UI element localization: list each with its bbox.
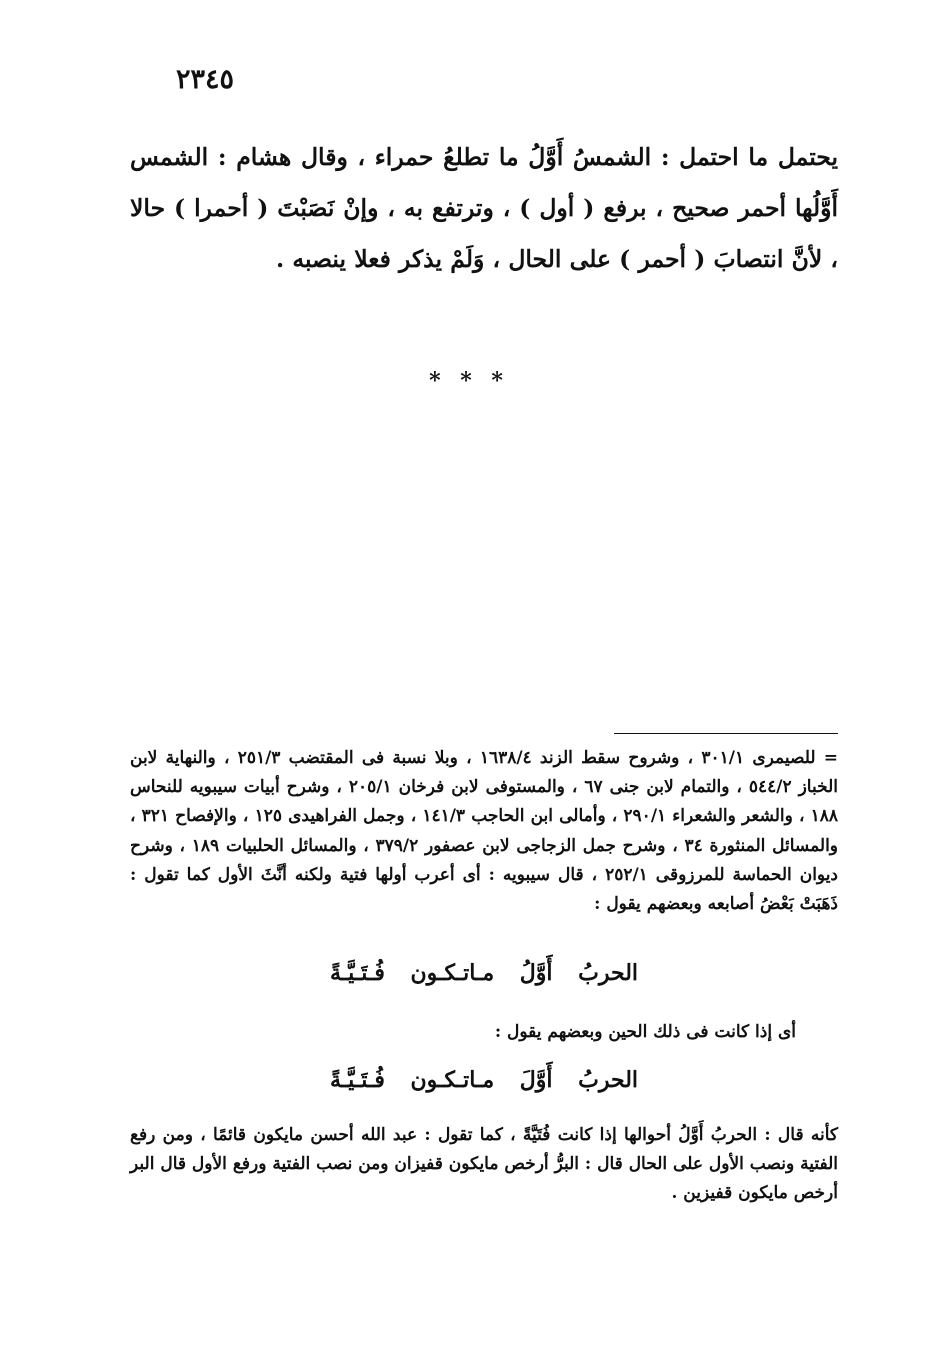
footnote-paragraph-1: = للصيمرى ٣٠١/١ ، وشروح سقط الزند ١٦٣٨/٤ ، وبلا نسبة فى المقتضب ٢٥١/٣ ، والنهاية لابن الخباز ٥٤٤/٢ ، والتمام لابن جنى ٦٧ ، والمستوفى لابن فرخان ٢٠٥/١ ، وشرح أبيات سيبويه للنحاس ١٨٨ ، والشعر والشعراء ٢٩٠/١ ، وأمالى ابن الحاجب ١٤١/٣ ، وجمل الفراهيدى ١٢٥ ، والإفصاح ٣٢١ ، والمسائل المنثورة ٣٤ ، وشرح جمل الزجاجى لابن عصفور ٣٧٩/٢ ، والمسائل الحلبيات ١٨٩ ، وشرح ديوان الحماسة للمرزوقى ٢٥٢/١ ، قال سيبويه : أى أعرب أولها فتية ولكنه أنَّثَ الأول كما تقول : ذَهَبَتْ بَعْضُ أصابعه وبعضهم يقول :: [130, 748, 839, 915]
main-text-block: [130, 132, 838, 285]
main-paragraph: يحتمل ما احتمل : الشمسُ أَوَّلُ ما تطلعُ حمراء ، وقال هشام : الشمس أَوَّلُها أحمر صحيح ، برفع ( أول ) ، وترتفع به ، وإنْ نَصَبْتَ ( أحمرا ) حالا ، لأنَّ انتصابَ ( أحمر ) على الحال ، وَلَمْ يذكر فعلا ينصبه .: [130, 143, 838, 273]
footnotes-block: [130, 744, 838, 1208]
footnote-paragraph-2: أى إذا كانت فى ذلك الحين وبعضهم يقول :: [494, 1022, 796, 1043]
footnote-divider: [614, 733, 838, 734]
footnote-paragraph-3: كأنه قال : الحربُ أَوَّلُ أحوالها إذا كانت فُتَيَّةً ، كما تقول : عبد الله أحسن مايكون قائمًا ، ومن رفع الفتية ونصب الأول على الحال قال : البرُّ أرخص مايكون قفيزان ومن نصب الفتية ورفع الأول قال البر أرخص مايكون قفيزين .: [130, 1124, 838, 1204]
verse-line-1: الحربُ أَوَّلُ مـاتـكـون فُـتَـيَّـةً: [329, 960, 639, 987]
page-number: ٢٣٤٥: [176, 64, 235, 95]
section-separator: * * *: [429, 368, 509, 394]
verse-line-2: الحربُ أَوَّلَ مـاتـكـون فُـتَـيَّـةً: [329, 1066, 639, 1093]
